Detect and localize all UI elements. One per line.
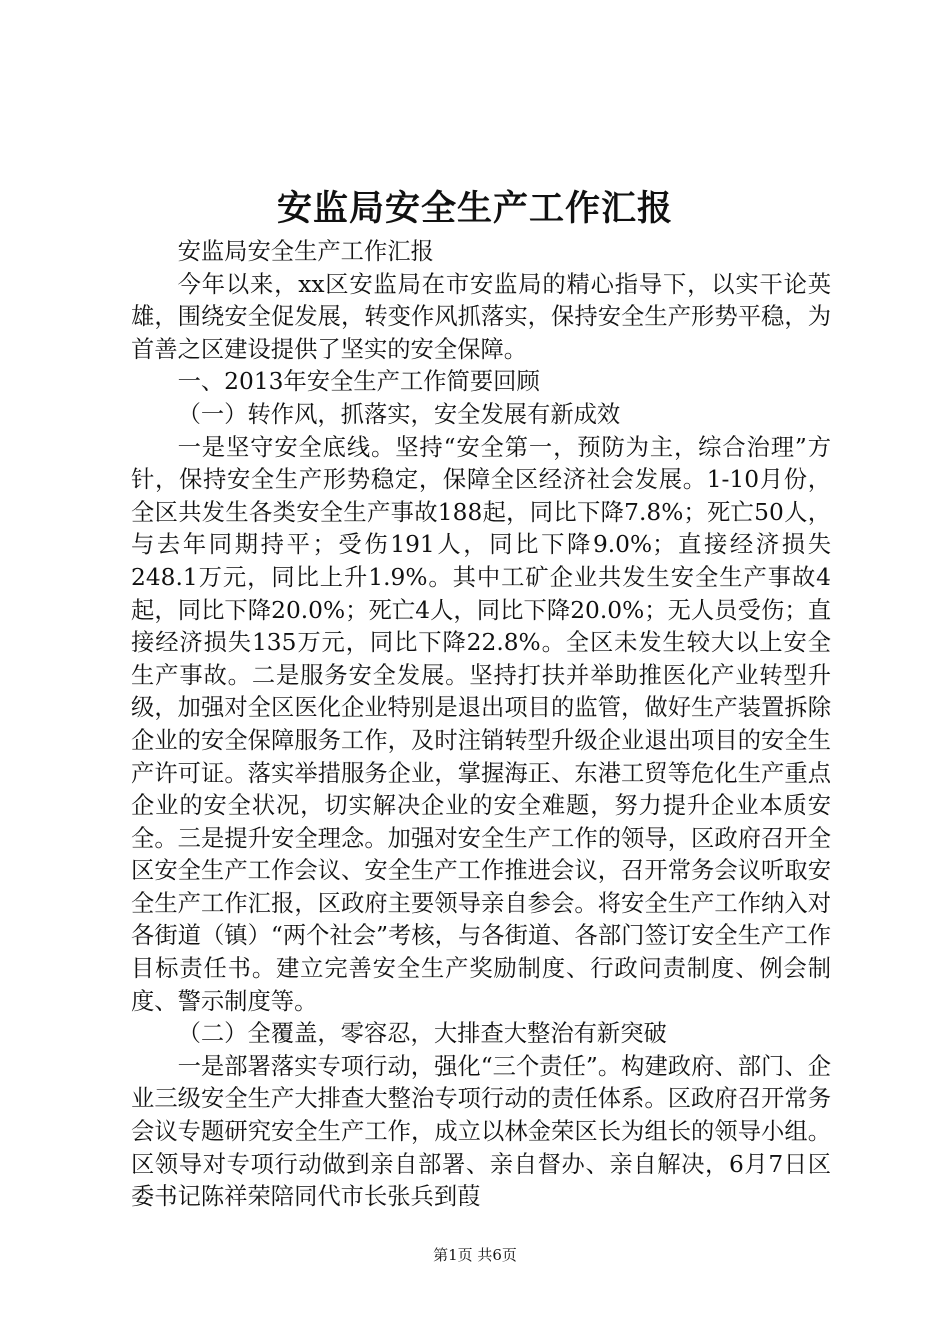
subsection-heading-1: （一）转作风，抓落实，安全发展有新成效	[177, 400, 621, 428]
paragraph-subtitle: 安监局安全生产工作汇报	[177, 238, 434, 265]
paragraph-intro: 今年以来，xx区安监局在市安监局的精心指导下，以实干论英雄，围绕安全促发展，转变作风抓落实，保持安全生产形势平稳，为首善之区建设提供了坚实的安全保障。	[131, 270, 831, 363]
paragraph-body-1: 一是坚守安全底线。坚持“安全第一，预防为主，综合治理”方针，保持安全生产形势稳定，保障全区经济社会发展。1-10月份，全区共发生各类安全生产事故188起，同比下降7.8%；死亡50人，与去年同期持平；受伤191人，同比下降9.0%；直接经济损失248.1万元，同比上升1.9%。其中工矿企业共发生安全生产事故4起，同比下降20.0%；死亡4人，同比下降20.0%；无人员受伤；直接经济损失135万元，同比下降22.8%。全区未发生较大以上安全生产事故。二是服务安全发展。坚持打扶并举助推医化产业转型升级，加强对全区医化企业特别是退出项目的监管，做好生产装置拆除企业的安全保障服务工作，及时注销转型升级企业退出项目的安全生产许可证。落实举措服务企业，掌握海正、东港工贸等危化生产重点企业的安全状况，切实解决企业的安全难题，努力提升企业本质安全。三是提升安全理念。加强对安全生产工作的领导，区政府召开全区安全生产工作会议、安全生产工作推进会议，召开常务会议听取安全生产工作汇报，区政府主要领导亲自参会。将安全生产工作纳入对各街道（镇）“两个社会”考核，与各街道、各部门签订安全生产工作目标责任书。建立完善安全生产奖励制度、行政问责制度、例会制度、警示制度等。	[131, 433, 831, 1015]
section-heading: 一、2013年安全生产工作简要回顾	[177, 368, 540, 396]
page-number-footer: 第1页 共6页	[433, 1246, 517, 1264]
subsection-heading-2: （二）全覆盖，零容忍，大排查大整治有新突破	[177, 1020, 667, 1048]
paragraph-body-2: 一是部署落实专项行动，强化“三个责任”。构建政府、部门、企业三级安全生产大排查大整治专项行动的责任体系。区政府召开常务会议专题研究安全生产工作，成立以林金荣区长为组长的领导小组。区领导对专项行动做到亲自部署、亲自督办、亲自解决，6月7日区委书记陈祥荣陪同代市长张兵到葭	[131, 1052, 831, 1211]
document-title: 安监局安全生产工作汇报	[276, 188, 673, 229]
document-body	[131, 236, 831, 1214]
